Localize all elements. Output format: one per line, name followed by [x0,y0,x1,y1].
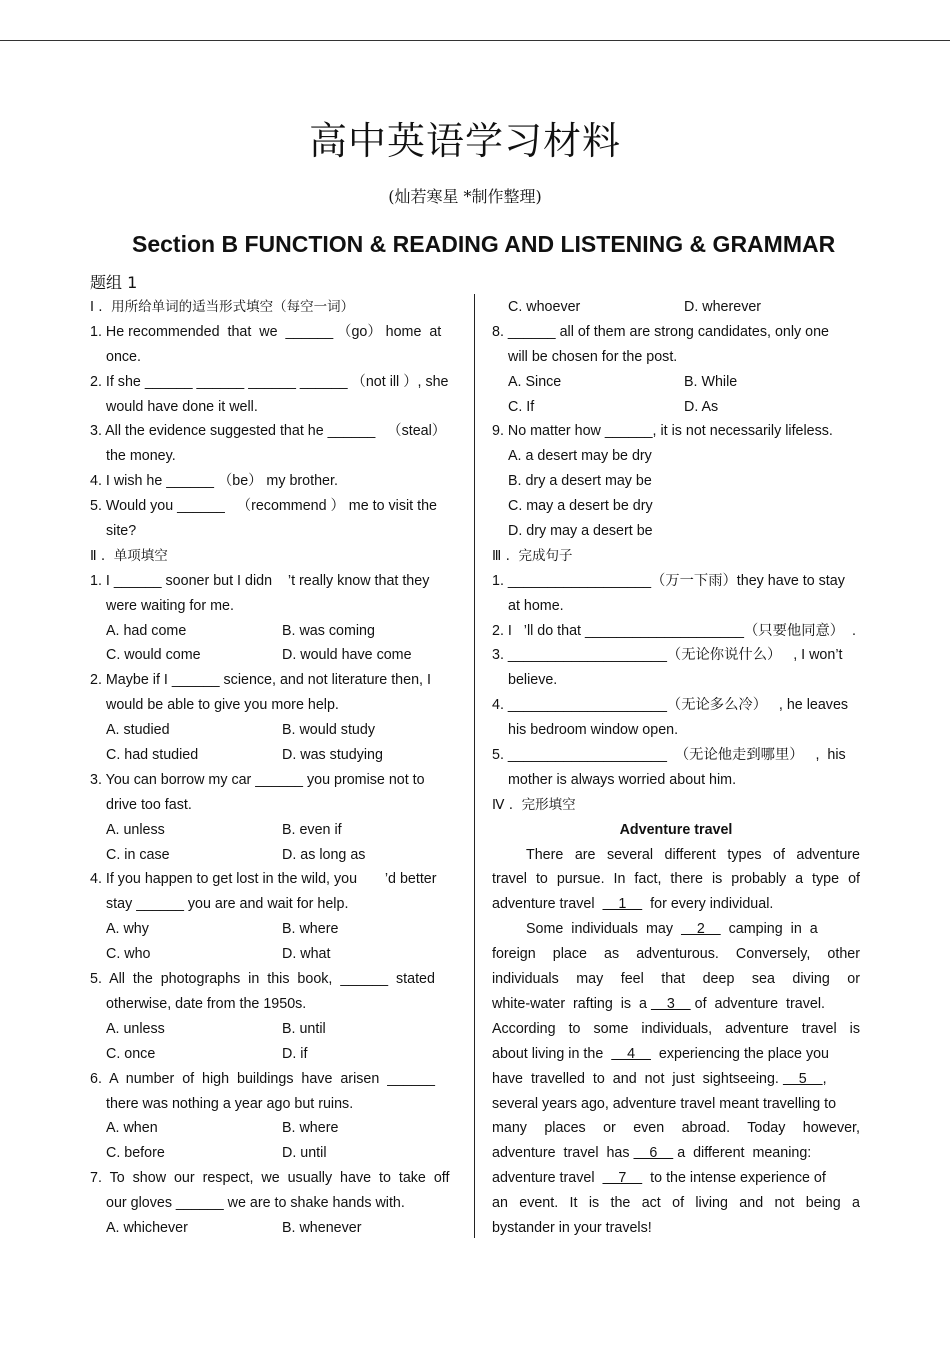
blank-3: 3 [650,995,691,1012]
option: D. until [282,1145,327,1162]
part-heading: Ⅱ . 单项填空 [90,547,168,564]
option: A. why [106,921,149,938]
sentence-line: 2. I ’ll do that ____________________（只要他同意） . [492,622,856,639]
question-line: would be able to give you more help. [106,697,339,714]
part-heading: Ⅰ . 用所给单词的适当形式填空（每空一词） [90,299,355,315]
option: B. dry a desert may be [508,473,652,490]
right-column [492,295,860,1241]
header-rule [0,40,950,41]
question-line: 2. Maybe if I ______ science, and not literature then, I [90,672,431,689]
option-row [492,370,860,395]
option: C. before [106,1145,165,1162]
sentence-line: 1. __________________（万一下雨）they have to stay [492,572,845,589]
passage-line: There are several different types of adventure [526,846,860,863]
question-line: our gloves ______ we are to shake hands with. [106,1195,405,1212]
group-label: 题组 1 [90,273,138,292]
option-row [90,643,458,668]
option: D. dry may a desert be [508,523,653,540]
passage-text: white-water rafting is a [492,995,647,1012]
part-heading: Ⅳ . 完形填空 [492,796,576,813]
page-subtitle: (灿若寒星 *制作整理) [388,187,542,206]
passage-line [492,1042,860,1067]
question-line: 9. No matter how ______, it is not necessarily lifeless. [492,423,833,440]
option: B. until [282,1020,326,1037]
sentence-line: mother is always worried about him. [508,771,737,788]
option: C. had studied [106,747,199,764]
option: D. what [282,946,331,963]
option-row [90,1042,458,1067]
passage-text: of adventure travel. [694,995,825,1012]
question-line: 5. All the photographs in this book, ______ stated [90,971,435,988]
sentence-line: at home. [508,597,564,614]
option: C. once [106,1045,156,1062]
option: A. unless [106,821,165,838]
option: A. when [106,1120,158,1137]
option-row [90,942,458,967]
blank-6: 6 [633,1145,674,1162]
option: B. While [684,373,738,390]
option-row [492,295,860,320]
option-row [492,395,860,420]
option: A. unless [106,1020,165,1037]
question-line: site? [106,523,137,540]
question-line: the money. [106,448,176,465]
passage-line: many places or even abroad. Today however, [492,1120,860,1137]
option: B. even if [282,821,342,838]
passage-text: , [822,1070,827,1087]
sentence-line: his bedroom window open. [508,722,679,739]
part-heading: Ⅲ . 完成句子 [492,547,573,564]
passage-text: have travelled to and not just sightseeing. [492,1070,779,1087]
question-line: 6. A number of high buildings have arisen ______ [90,1070,435,1087]
option: C. whoever [508,299,581,315]
question-line: 5. Would you ______ （recommend ） me to visit the [90,498,437,515]
passage-text: a different meaning: [677,1145,812,1162]
option: D. As [684,398,719,415]
passage-line [492,1166,860,1191]
blank-4: 4 [611,1045,651,1062]
question-line: 3. All the evidence suggested that he ______ （steal） [90,423,447,440]
option: B. was coming [282,622,375,639]
passage-line: bystander in your travels! [492,1219,652,1236]
option: B. where [282,921,339,938]
option-row [90,1216,458,1241]
passage-text: to the intense experience of [650,1170,826,1187]
question-line: once. [106,348,141,365]
option: A. whichever [106,1219,188,1236]
option-row [90,917,458,942]
sentence-line: 3. ____________________（无论你说什么） , I won’t [492,647,843,664]
option: D. wherever [684,299,762,315]
column-divider [474,294,475,1238]
sentence-line: believe. [508,672,558,689]
passage-title: Adventure travel [619,821,733,838]
passage-line: several years ago, adventure travel meant travelling to [492,1095,837,1112]
question-line: were waiting for me. [106,597,234,614]
option: A. studied [106,722,170,739]
option-row [90,718,458,743]
option: D. if [282,1045,308,1062]
option: C. would come [106,647,201,664]
question-line: 3. You can borrow my car ______ you promise not to [90,771,425,788]
option: B. where [282,1120,339,1137]
blank-7: 7 [602,1170,643,1187]
question-line: will be chosen for the post. [508,348,678,365]
question-line: stay ______ you are and wait for help. [106,896,349,913]
section-heading: Section B FUNCTION & READING AND LISTENING & GRAMMAR [132,231,836,257]
passage-line: travel to pursue. In fact, there is probably a type of [492,871,860,888]
blank-5: 5 [782,1070,823,1087]
option: C. If [508,398,535,415]
option: C. who [106,946,151,963]
question-line: drive too fast. [106,796,192,813]
option-row [90,818,458,843]
passage-line [492,892,860,917]
question-line: 7. To show our respect, we usually have to take off [90,1170,450,1187]
question-line: otherwise, date from the 1950s. [106,995,307,1012]
passage-text: for every individual. [650,896,774,913]
passage-line [492,992,860,1017]
sentence-line: 5. ____________________ （无论他走到哪里） , his [492,747,846,764]
option: D. as long as [282,846,366,863]
option: B. would study [282,722,375,739]
passage-line: individuals may feel that deep sea diving or [492,971,860,988]
option-row [90,1017,458,1042]
sentence-line: 4. ____________________（无论多么冷） , he leaves [492,697,849,714]
passage-line: According to some individuals, adventure travel is [492,1020,860,1037]
question-line: 1. He recommended that we ______ （go） home at [90,323,442,340]
passage-line [492,1141,860,1166]
option: A. Since [508,373,562,390]
question-line: 4. If you happen to get lost in the wild, you ’d better [90,871,437,888]
blank-1: 1 [602,896,643,913]
option: C. may a desert be dry [508,498,653,515]
option-row [90,743,458,768]
option-row [90,1116,458,1141]
passage-text: adventure travel has [492,1145,630,1162]
question-line: there was nothing a year ago but ruins. [106,1095,354,1112]
passage-line: foreign place as adventurous. Conversely, other [492,946,860,963]
passage-text: Some individuals may [526,921,674,938]
question-line: 2. If she ______ ______ ______ ______ （not ill ）, she [90,373,449,390]
passage-line: an event. It is the act of living and not being a [492,1195,860,1212]
question-line: 8. ______ all of them are strong candidates, only one [492,323,829,340]
option: B. whenever [282,1219,362,1236]
passage-text: camping in a [728,921,818,938]
option: D. would have come [282,647,412,664]
option: C. in case [106,846,170,863]
option: A. had come [106,622,187,639]
option-row [90,619,458,644]
passage-line [492,1067,860,1092]
option: D. was studying [282,747,383,764]
passage-text: adventure travel [492,896,595,913]
blank-2: 2 [680,921,721,938]
passage-text: about living in the [492,1045,604,1062]
question-line: 4. I wish he ______ （be） my brother. [90,473,338,490]
passage-text: experiencing the place you [658,1045,830,1062]
passage-line [492,917,860,942]
passage-text: adventure travel [492,1170,595,1187]
option: A. a desert may be dry [508,448,652,465]
option-row [90,1141,458,1166]
option-row [90,843,458,868]
question-line: would have done it well. [106,398,258,415]
question-line: 1. I ______ sooner but I didn ’t really know that they [90,572,430,589]
left-column [90,295,458,1241]
page-title: 高中英语学习材料 [308,119,621,163]
